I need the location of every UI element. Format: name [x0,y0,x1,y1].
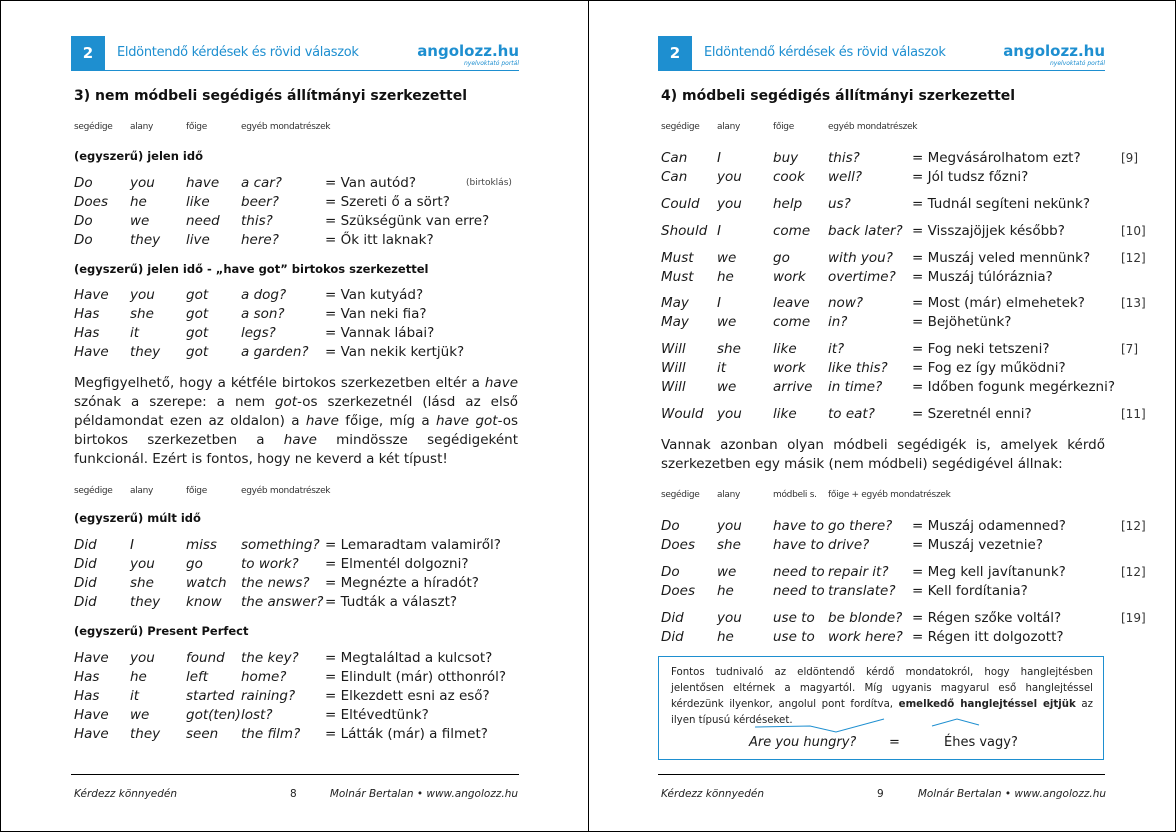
hungarian-translation: = Fog neki tetszeni? [912,341,1050,357]
other-parts: with you? [828,250,893,266]
other-parts: it? [828,341,845,357]
auxiliary-verb: Has [74,306,100,322]
main-verb: arrive [773,379,813,395]
example-row [661,149,1138,168]
subject: they [130,594,161,610]
auxiliary-verb: Must [661,250,694,266]
auxiliary-verb: Does [661,583,695,599]
example-row [74,212,524,231]
example-row [661,249,1146,268]
footer-rule [71,774,519,775]
subject: she [130,306,154,322]
other-parts: beer? [241,194,279,210]
example-row [74,593,524,612]
hungarian-translation: = Van neki fia? [325,306,427,322]
subject: I [717,150,721,166]
subject: he [130,194,147,210]
subject: I [717,295,721,311]
hungarian-translation: = Tudnál segíteni nekünk? [912,196,1091,212]
example-row [661,609,1146,628]
auxiliary-verb: Do [661,564,680,580]
explanation-paragraph: Megfigyelhető, hogy a kétféle birtokos szerkezetben eltér a have szónak a szerepe: a nem got-os szerkezetnél (lásd az első példamondat ezen az oldalon) a have főige, míg a have got-os birtokos szerkezetben a have mindössze segédigeként funkcionál. Ezért is fontos, hogy ne keverd a két típust! [74,375,519,467]
auxiliary-verb: Can [661,169,688,185]
hungarian-translation: = Lemaradtam valamiről? [325,537,501,553]
subject: we [717,379,737,395]
example-row [74,343,524,362]
hungarian-translation: = Muszáj veled mennünk? [912,250,1091,266]
auxiliary-verb: Did [74,575,97,591]
example-row [661,195,1111,214]
subsection-title: (egyszerű) jelen idő - „have got” birtokos szerkezettel [74,262,429,276]
example-row [661,536,1111,555]
other-parts: this? [241,213,273,229]
subsection-title: (egyszerű) jelen idő [74,149,203,163]
auxiliary-verb: Did [661,610,684,626]
main-verb: go [773,250,790,266]
auxiliary-verb: Did [74,594,97,610]
auxiliary-verb: Must [661,269,694,285]
subject: I [717,223,721,239]
example-row [661,359,1111,378]
subject: you [717,406,742,422]
reference-number: [12] [1121,519,1146,533]
main-verb: go [186,556,203,572]
main-verb: got [186,325,209,341]
col-aux: segédige [74,122,113,132]
example-row [74,706,524,725]
example-row [661,517,1146,536]
subject: it [130,688,140,704]
other-parts: translate? [828,583,896,599]
hungarian-translation: = Vannak lábai? [325,325,435,341]
hungarian-translation: = Elkezdett esni az eső? [325,688,490,704]
other-parts: to work? [241,556,299,572]
brand-logo: angolozz.hu [417,42,519,60]
auxiliary-verb: Should [661,223,708,239]
main-verb: left [186,669,209,685]
auxiliary-verb: Will [661,360,686,376]
other-parts: a dog? [241,287,287,303]
chapter-number-badge: 2 [658,36,692,70]
hungarian-translation: = Van autód? [325,175,417,191]
other-parts: repair it? [828,564,889,580]
col-other: egyéb mondatrészek [241,122,331,132]
other-parts: be blonde? [828,610,903,626]
auxiliary-verb: Did [74,556,97,572]
example-row [661,405,1146,424]
auxiliary-verb: Does [74,194,108,210]
main-verb: started [186,688,235,704]
reference-number: [12] [1121,251,1146,265]
reference-number: [10] [1121,224,1146,238]
main-verb: cook [773,169,805,185]
subject: we [130,213,150,229]
example-row [661,168,1111,187]
page-number: 9 [877,788,884,800]
subject: she [130,575,154,591]
hungarian-translation: = Szereti ő a sört? [325,194,450,210]
subject: he [717,269,734,285]
page-8: 2 Eldöntendő kérdések és rövid válaszok angolozz.hu nyelvoktató portál 3) nem módbeli segédigés állítmányi szerkezettel segédige alany főige egyéb mondatrészek (egyszerű) jelen idő Do you have a car? = Van autód? (birtoklás) Does he like beer? = Szereti ő a sört? Do we need this? = Szükségünk van erre? Do they live here? = Ők itt laknak? (egyszerű) jelen idő - „have got” birtokos szerkezettel Have you got a dog? = Van kutyád? Has she got a son? = Van neki fia? Has it got legs? = Vannak lábai? Have they got a garden? = Van nekik kertjük? Megfigyelhető, hogy a kétféle birtokos szerkezetben eltér a have szónak a szerepe: a nem got-os szerkezetnél (lásd az első példamondat ezen az oldalon) a have főige, míg a have got-os birtokos szerkezetben a have mindössze segédigeként funkcionál. Ezért is fontos, hogy ne keverd a két típust! segédige alany főige egyéb mondatrészek (egyszerű) múlt idő Did I miss something? = Lemaradtam valamiről? Did you go to work? = Elmentél dolgozni? Did she watch the news? = Megnézte a híradót? Did they know the answer? = Tudták a választ? (egyszerű) Present Perfect Have you found the key? = Megtaláltad a kulcsot? Has he left home? = Elindult (már) otthonról? Has it started raining? = Elkezdett esni az eső? Have we got(ten) lost? = Eltévedtünk? Have they seen the film? = Látták (már) a filmet? Kérdezz könnyedén 8 Molnár Bertalan • www.angolozz.hu [0,0,588,832]
reference-number: [12] [1121,565,1146,579]
auxiliary-verb: Does [661,537,695,553]
example-row [74,574,524,593]
example-row [661,628,1111,647]
example-row [661,563,1146,582]
main-verb: got [186,287,209,303]
main-verb: come [773,223,811,239]
auxiliary-verb: Did [661,629,684,645]
hungarian-translation: = Muszáj vezetnie? [912,537,1043,553]
main-verb: have [186,175,220,191]
subject: you [717,518,742,534]
col-subject: alany [130,122,154,132]
main-verb: found [186,650,225,666]
main-verb: leave [773,295,810,311]
section-heading: 3) nem módbeli segédigés állítmányi szerkezettel [74,88,468,104]
subject: he [717,629,734,645]
other-parts: to eat? [828,406,875,422]
main-verb: like [773,406,797,422]
page-9: 2 Eldöntendő kérdések és rövid válaszok angolozz.hu nyelvoktató portál 4) módbeli segédigés állítmányi szerkezettel segédige alany főige egyéb mondatrészek Can I buy this? = Megvásárolhatom ezt? [9] Can you cook well? = Jól tudsz főzni? Could you help us? = Tudnál segíteni nekünk? Should I come back later? = Visszajöjjek később? [10] Must we go with you? = Muszáj veled mennünk? [12] Must he work overtime? = Muszáj túlóráznia? May I leave now? = Most (már) elmehetek? [13] May we come in? = Bejöhetünk? Will she like it? = Fog neki tetszeni? [7] Will it work like this? = Fog ez így működni? Will we arrive in time? = Időben fogunk megérkezni? Would you like to eat? = Szeretnél enni? [11] Vannak azonban olyan módbeli segédigék is, amelyek kérdő szerkezetben egy másik (nem módbeli) segédigével állnak: segédige alany módbeli s. főige + egyéb mondatrészek Do you have to go there? = Muszáj odamenned? [12] Does she have to drive? = Muszáj vezetnie? Do we need to repair it? = Meg kell javítanunk? [12] Does he need to translate? = Kell fordítania? Did you use to be blonde? = Régen szőke voltál? [19] Did he use to work here? = Régen itt dolgozott? Fontos tudnivaló az eldöntendő kérdő mondatokról, hogy hanglejtésben jelentősen eltérnek a magyartól. Míg ugyanis magyarul eső hanglejtéssel kérdezünk ilyenkor, angolul pont fordítva, emelkedő hanglejtéssel ejtjük az ilyen típusú kérdéseket. Are you hungry? = Éhes vagy? Kérdezz könnyedén 9 Molnár Bertalan • www.angolozz.hu [589,0,1176,832]
other-parts: work here? [828,629,903,645]
modal-verb: have to [773,537,824,553]
subject: they [130,726,161,742]
auxiliary-verb: Has [74,688,100,704]
main-verb: seen [186,726,219,742]
subject: you [130,650,155,666]
main-verb: work [773,360,806,376]
subject: it [717,360,727,376]
other-parts: this? [828,150,860,166]
other-parts: overtime? [828,269,896,285]
example-row [74,555,524,574]
hungarian-translation: = Régen itt dolgozott? [912,629,1064,645]
subject: they [130,344,161,360]
other-parts: the answer? [241,594,324,610]
auxiliary-verb: Have [74,344,109,360]
hungarian-translation: = Visszajöjjek később? [912,223,1065,239]
main-verb: live [186,232,210,248]
example-row [74,649,524,668]
other-parts: home? [241,669,287,685]
hungarian-translation: = Megtaláltad a kulcsot? [325,650,493,666]
hungarian-translation: = Eltévedtünk? [325,707,429,723]
main-verb: work [773,269,806,285]
example-row [74,324,524,343]
auxiliary-verb: Have [74,650,109,666]
chapter-number-badge: 2 [71,36,105,70]
reference-number: [13] [1121,296,1146,310]
auxiliary-verb: Would [661,406,704,422]
reference-number: [11] [1121,407,1146,421]
hungarian-translation: = Van nekik kertjük? [325,344,465,360]
reference-number: [9] [1121,151,1138,165]
example-row [661,268,1111,287]
subject: you [717,169,742,185]
subject: we [717,250,737,266]
subject: I [130,537,134,553]
main-verb: buy [773,150,799,166]
auxiliary-verb: May [661,314,689,330]
example-english: Are you hungry? [749,735,857,750]
example-row [74,687,524,706]
auxiliary-verb: Do [74,232,93,248]
other-parts: us? [828,196,851,212]
subject: he [130,669,147,685]
hungarian-translation: = Tudták a választ? [325,594,458,610]
other-parts: raining? [241,688,296,704]
hungarian-translation: = Van kutyád? [325,287,424,303]
example-row [74,286,524,305]
example-row [74,231,524,250]
main-verb: got [186,306,209,322]
main-verb: got [186,344,209,360]
footer-book-title: Kérdezz könnyedén [661,788,765,800]
auxiliary-verb: Have [74,726,109,742]
example-row [74,668,524,687]
example-row [74,536,524,555]
example-row [661,378,1116,397]
note-text: Fontos tudnivaló az eldöntendő kérdő mondatokról, hogy hanglejtésben jelentősen eltérnek a magyartól. Míg ugyanis magyarul eső hanglejtéssel kérdezünk ilyenkor, angolul pont fordítva, emelkedő hanglejtéssel ejtjük az ilyen típusú kérdéseket. [671,667,1093,726]
page-header [658,36,1105,71]
intonation-note-box [658,656,1104,760]
example-row [74,305,524,324]
hungarian-translation: = Látták (már) a filmet? [325,726,488,742]
other-parts: lost? [241,707,273,723]
other-parts: legs? [241,325,276,341]
other-parts: a son? [241,306,285,322]
other-parts: something? [241,537,320,553]
example-row [661,582,1111,601]
auxiliary-verb: Did [74,537,97,553]
subject: we [717,564,737,580]
main-verb: miss [186,537,217,553]
other-parts: go there? [828,518,893,534]
hungarian-translation: = Régen szőke voltál? [912,610,1062,626]
modal-verb: use to [773,629,815,645]
example-row [74,193,524,212]
hungarian-translation: = Kell fordítania? [912,583,1028,599]
intonation-curves [659,713,1105,733]
main-verb: watch [186,575,227,591]
section-heading: 4) módbeli segédigés állítmányi szerkezettel [661,88,1016,104]
subject: they [130,232,161,248]
subsection-title: (egyszerű) Present Perfect [74,624,249,638]
modal-verb: use to [773,610,815,626]
hungarian-translation: = Jól tudsz főzni? [912,169,1029,185]
reference-number: [7] [1121,342,1138,356]
main-verb: come [773,314,811,330]
hungarian-translation: = Elindult (már) otthonról? [325,669,507,685]
subject: we [130,707,150,723]
auxiliary-verb: Have [74,707,109,723]
subject: we [717,314,737,330]
hungarian-translation: = Muszáj odamenned? [912,518,1066,534]
reference-number: [19] [1121,611,1146,625]
main-verb: know [186,594,222,610]
other-parts: the film? [241,726,301,742]
auxiliary-verb: Has [74,325,100,341]
hungarian-translation: = Fog ez így működni? [912,360,1066,376]
hungarian-translation: = Megvásárolhatom ezt? [912,150,1081,166]
main-verb: need [186,213,220,229]
page-header [71,36,519,71]
subsection-title: (egyszerű) múlt idő [74,511,201,525]
hungarian-translation: = Elmentél dolgozni? [325,556,469,572]
other-parts: now? [828,295,864,311]
auxiliary-verb: Will [661,341,686,357]
auxiliary-verb: Will [661,379,686,395]
col-verb: főige [186,122,207,132]
subject: you [717,610,742,626]
subject: it [130,325,140,341]
auxiliary-verb: Do [74,175,93,191]
subject: he [717,583,734,599]
auxiliary-verb: May [661,295,689,311]
other-parts: the key? [241,650,299,666]
other-parts: here? [241,232,279,248]
footer-author: Molnár Bertalan • www.angolozz.hu [329,788,518,800]
subject: you [717,196,742,212]
footer-author: Molnár Bertalan • www.angolozz.hu [917,788,1106,800]
hungarian-translation: = Most (már) elmehetek? [912,295,1085,311]
explanation-paragraph: Vannak azonban olyan módbeli segédigék is, amelyek kérdő szerkezetben egy másik (nem módbeli) segédigével állnak: [661,437,1105,472]
example-equals: = [889,735,900,750]
other-parts: well? [828,169,863,185]
example-row [661,313,1111,332]
brand-tagline: nyelvoktató portál [463,60,519,67]
hungarian-translation: = Időben fogunk megérkezni? [912,379,1116,395]
hungarian-translation: = Szeretnél enni? [912,406,1032,422]
modal-verb: need to [773,564,825,580]
other-parts: drive? [828,537,870,553]
brand-tagline: nyelvoktató portál [1049,60,1105,67]
hungarian-translation: = Szükségünk van erre? [325,213,490,229]
hungarian-translation: = Bejöhetünk? [912,314,1012,330]
subject: you [130,175,155,191]
brand-logo: angolozz.hu [1003,42,1105,60]
modal-verb: have to [773,518,824,534]
auxiliary-verb: Has [74,669,100,685]
hungarian-translation: = Ők itt laknak? [325,232,434,248]
other-parts: like this? [828,360,888,376]
chapter-title: Eldöntendő kérdések és rövid válaszok [117,45,359,60]
subject: you [130,287,155,303]
main-verb: like [186,194,210,210]
other-parts: in time? [828,379,883,395]
footer-rule [658,774,1105,775]
other-parts: a garden? [241,344,309,360]
auxiliary-verb: Have [74,287,109,303]
other-parts: a car? [241,175,282,191]
other-parts: back later? [828,223,903,239]
subject: you [130,556,155,572]
subject: she [717,537,741,553]
example-row [661,294,1146,313]
auxiliary-verb: Could [661,196,700,212]
auxiliary-verb: Do [661,518,680,534]
example-row [661,222,1146,241]
example-row [661,340,1138,359]
hungarian-translation: = Megnézte a híradót? [325,575,479,591]
hungarian-translation: = Meg kell javítanunk? [912,564,1066,580]
page-number: 8 [290,788,297,800]
example-hungarian: Éhes vagy? [944,735,1018,750]
other-parts: the news? [241,575,310,591]
footer-book-title: Kérdezz könnyedén [74,788,178,800]
main-verb: help [773,196,803,212]
hungarian-translation: = Muszáj túlóráznia? [912,269,1053,285]
main-verb: like [773,341,797,357]
example-row [74,174,524,193]
auxiliary-verb: Do [74,213,93,229]
chapter-title: Eldöntendő kérdések és rövid válaszok [704,45,946,60]
subject: she [717,341,741,357]
other-parts: in? [828,314,848,330]
modal-verb: need to [773,583,825,599]
example-row [74,725,524,744]
usage-note: (birtoklás) [466,178,512,188]
main-verb: got(ten) [186,707,241,723]
auxiliary-verb: Can [661,150,688,166]
